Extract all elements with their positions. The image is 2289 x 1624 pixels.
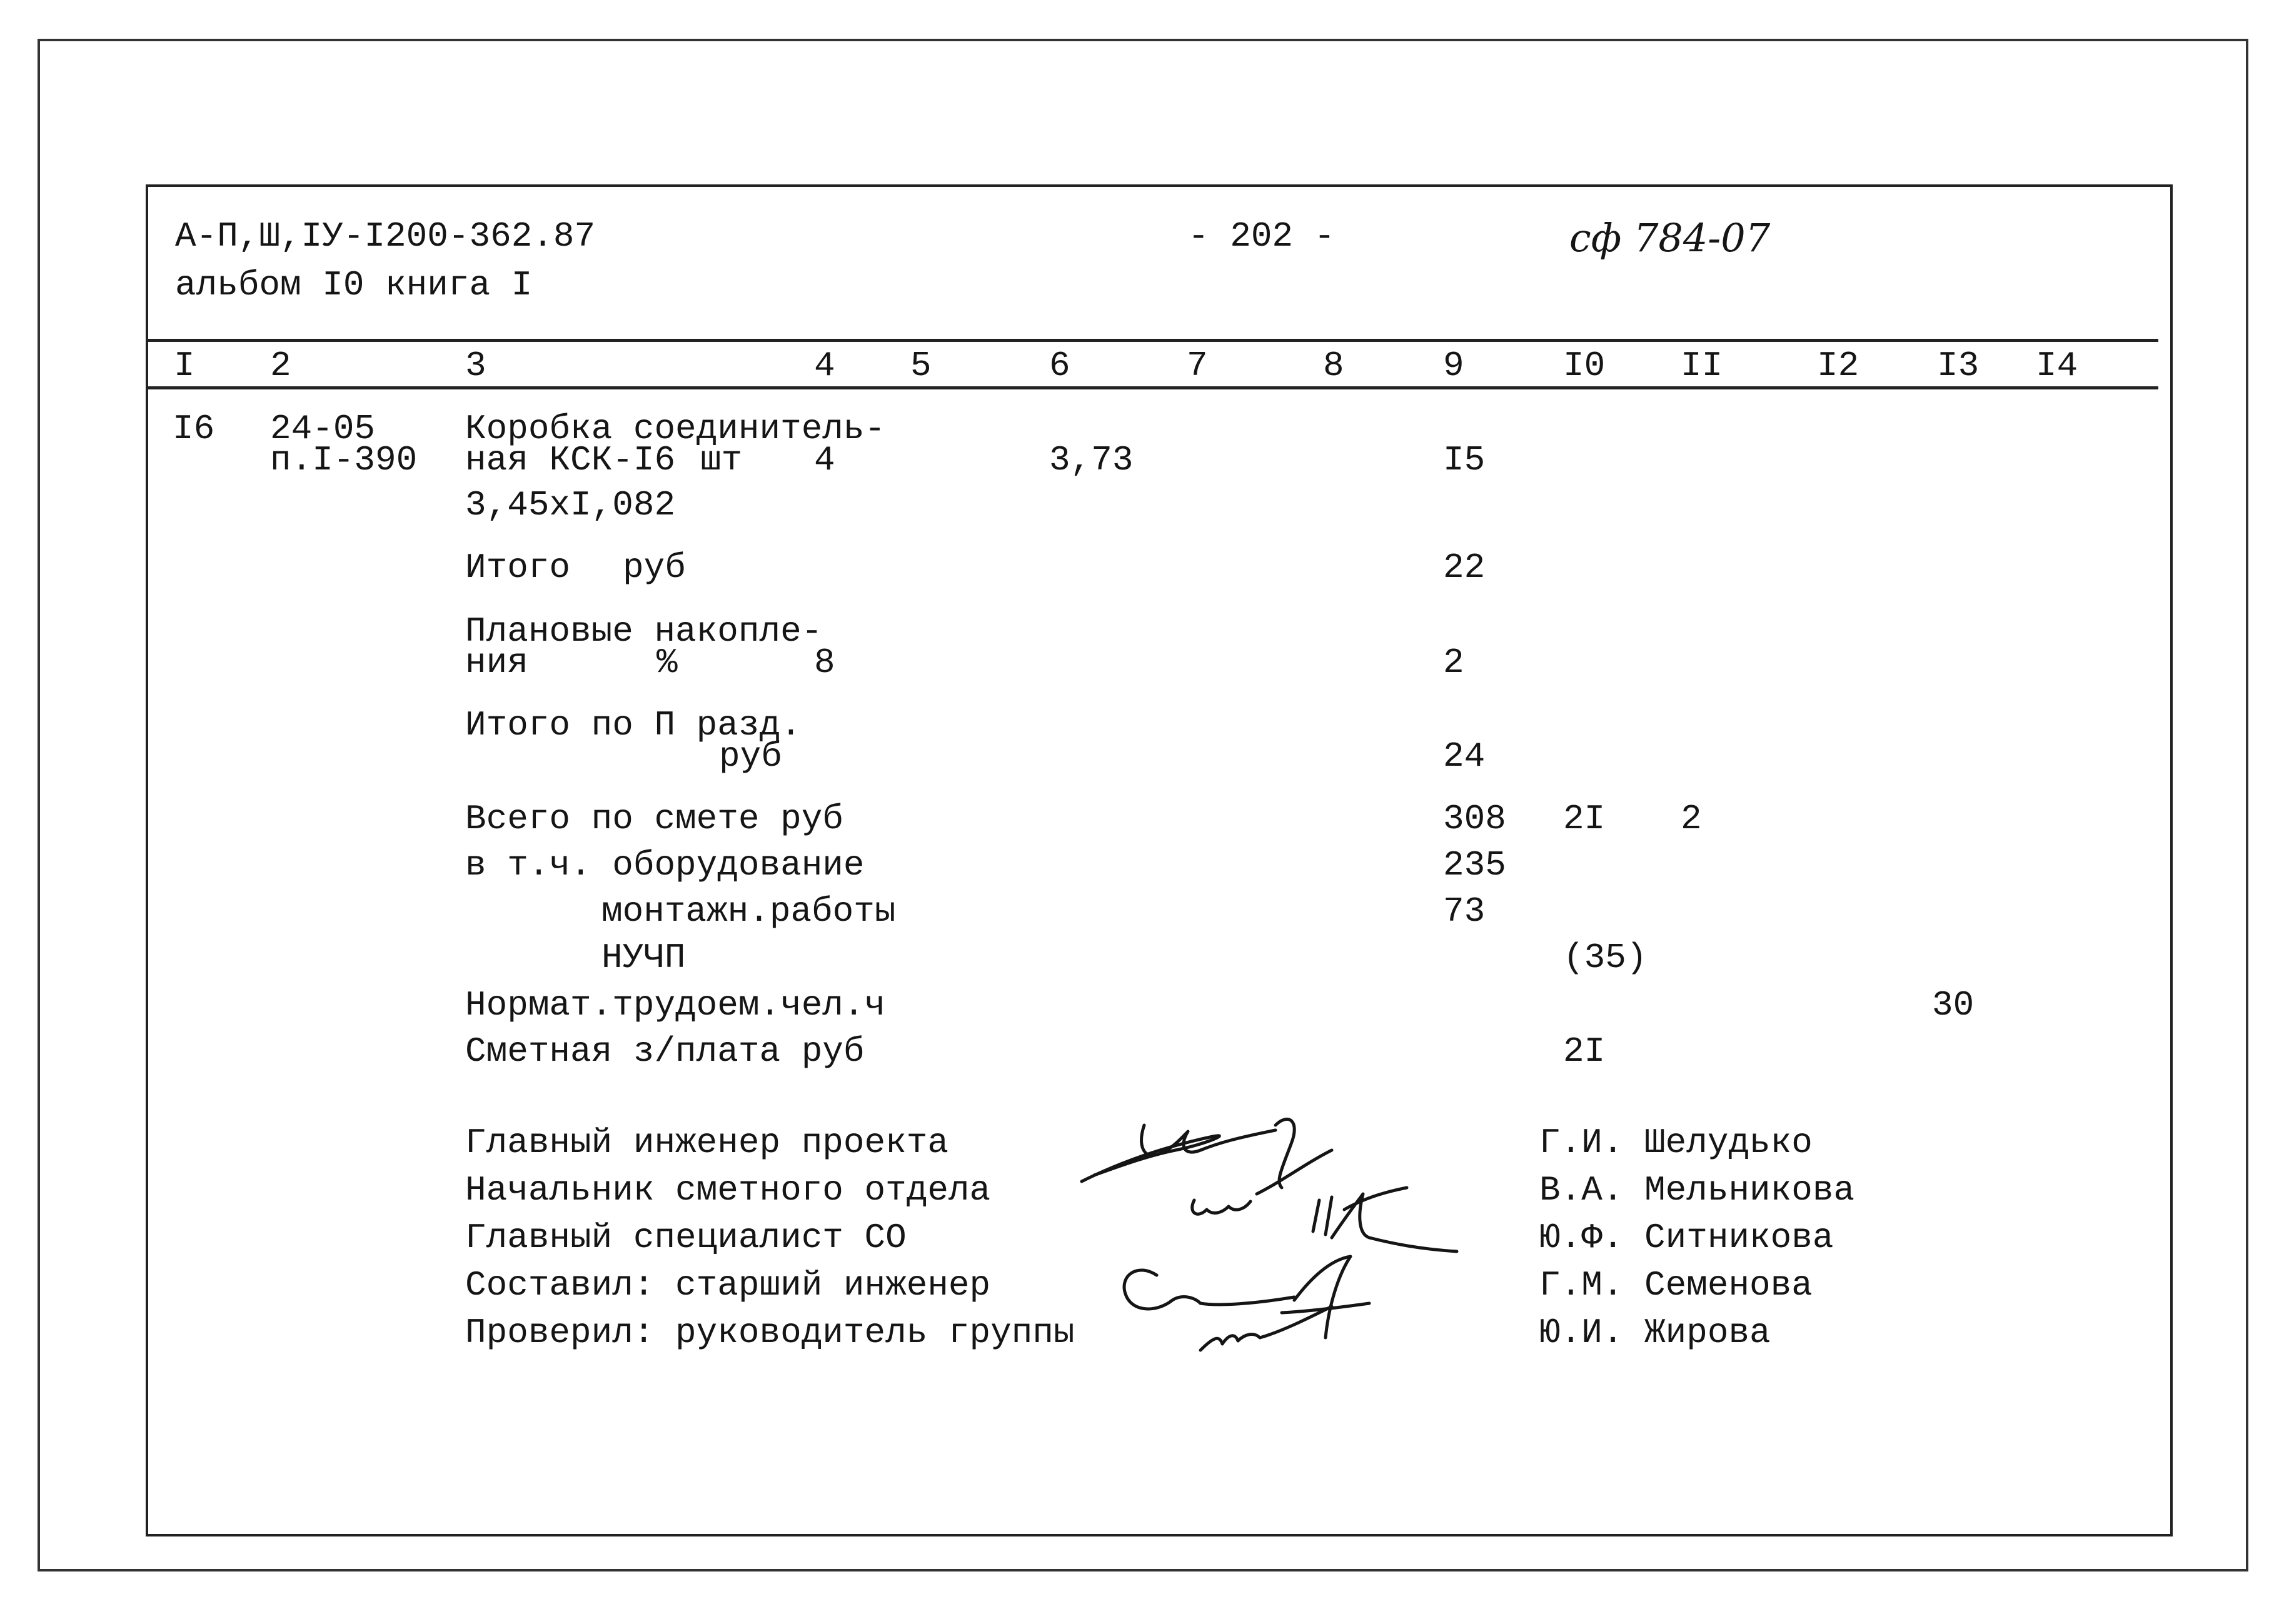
razd-total: 24 [1443, 736, 1486, 776]
signature-role-3: Главный специалист СО [465, 1218, 907, 1258]
header-rule-bottom [148, 386, 2158, 389]
row-code-1: 24-05 [270, 409, 376, 449]
itogo-total: 22 [1443, 548, 1486, 588]
signature-name-3: Ю.Ф. Ситникова [1539, 1218, 1834, 1258]
vsego-col9: 308 [1443, 799, 1506, 839]
vsego-col11: 2 [1681, 799, 1702, 839]
signature-name-5: Ю.И. Жирова [1539, 1313, 1771, 1353]
signature-role-4: Составил: старший инженер [465, 1265, 991, 1305]
plan-label-1: Плановые накопле- [465, 611, 823, 651]
signature-role-5: Проверил: руководитель группы [465, 1313, 1075, 1353]
col-header-9: 9 [1443, 346, 1464, 386]
header-rule-top [148, 339, 2158, 342]
zplata-label: Сметная з/плата руб [465, 1031, 865, 1071]
album-info: альбом I0 книга I [175, 265, 533, 305]
col-header-7: 7 [1187, 346, 1208, 386]
item-formula: 3,45хI,082 [465, 485, 676, 525]
signature-role-1: Главный инженер проекта [465, 1123, 948, 1163]
zplata-col10: 2I [1563, 1031, 1606, 1071]
col-header-14: I4 [2036, 346, 2078, 386]
col-header-13: I3 [1937, 346, 1980, 386]
oborud-label: в т.ч. оборудование [465, 845, 865, 885]
nuchp-col10: (35) [1563, 938, 1648, 978]
razd-label: Итого по П разд. [465, 705, 802, 745]
signature-name-2: В.А. Мельникова [1539, 1170, 1855, 1210]
handwritten-signatures [1069, 1088, 1476, 1381]
signature-name-1: Г.И. Шелудько [1539, 1123, 1813, 1163]
vsego-label: Всего по смете руб [465, 799, 843, 839]
plan-unit: % [657, 643, 678, 683]
signature-role-2: Начальник сметного отдела [465, 1170, 991, 1210]
row-code-2: п.I-390 [270, 440, 418, 480]
page-number: - 202 - [1188, 216, 1336, 256]
col-header-12: I2 [1817, 346, 1859, 386]
nuchp-label: НУЧП [601, 938, 686, 978]
col-header-5: 5 [910, 346, 932, 386]
vsego-col10: 2I [1563, 799, 1606, 839]
normat-label: Нормат.трудоем.чел.ч [465, 985, 886, 1025]
montazh-label: монтажн.работы [601, 891, 896, 931]
oborud-col9: 235 [1443, 845, 1506, 885]
col-header-6: 6 [1049, 346, 1070, 386]
plan-label-2: ния [465, 643, 528, 683]
itogo-label: Итого [465, 548, 571, 588]
col-header-10: I0 [1563, 346, 1606, 386]
col-header-2: 2 [270, 346, 291, 386]
item-name-2: ная КСК-I6 [465, 440, 676, 480]
col-header-11: II [1681, 346, 1723, 386]
montazh-col9: 73 [1443, 891, 1486, 931]
col-header-4: 4 [814, 346, 835, 386]
item-total: I5 [1443, 440, 1486, 480]
col-header-1: I [174, 346, 195, 386]
item-unit: шт [700, 440, 743, 480]
row-number: I6 [173, 409, 215, 449]
col-header-8: 8 [1323, 346, 1344, 386]
plan-qty: 8 [814, 643, 835, 683]
col-header-3: 3 [465, 346, 486, 386]
item-qty: 4 [814, 440, 835, 480]
item-name-1: Коробка соединитель- [465, 409, 886, 449]
plan-total: 2 [1443, 643, 1464, 683]
razd-unit: руб [719, 736, 782, 776]
itogo-unit: руб [623, 548, 686, 588]
normat-col13: 30 [1932, 985, 1975, 1025]
item-price: 3,73 [1049, 440, 1134, 480]
handwritten-reference: сф 784-07 [1569, 215, 1771, 261]
signature-name-4: Г.М. Семенова [1539, 1265, 1813, 1305]
document-code: А-П,Ш,IУ-I200-362.87 [175, 216, 596, 256]
